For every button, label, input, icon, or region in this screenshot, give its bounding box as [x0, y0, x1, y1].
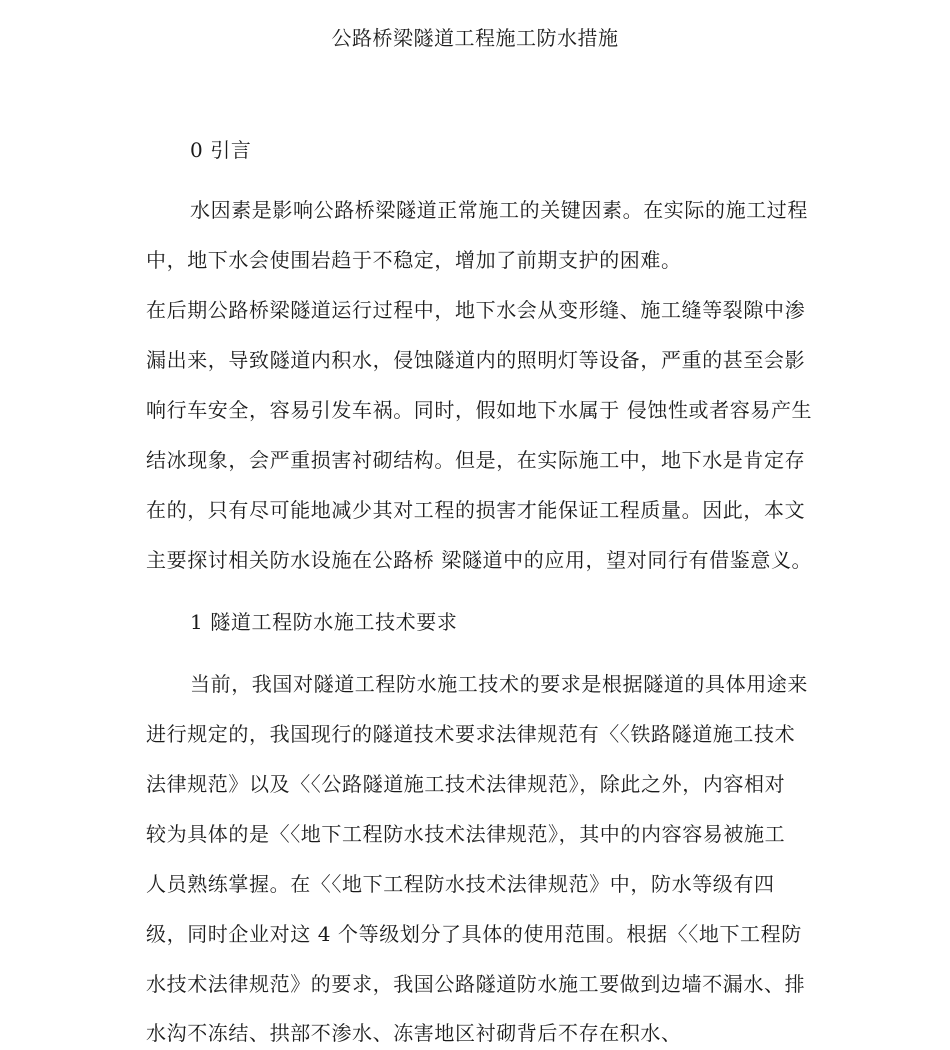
section-heading-introduction: 0 引言 — [190, 138, 252, 162]
paragraph-line: 较为具体的是〈〈地下工程防水技术法律规范》，其中的内容容易被施工 — [146, 822, 786, 846]
paragraph-line: 在后期公路桥梁隧道运行过程中，地下水会从变形缝、施工缝等裂隙中渗 — [146, 298, 806, 322]
paragraph-line: 人员熟练掌握。在〈〈地下工程防水技术法律规范》中，防水等级有四 — [146, 872, 775, 896]
paragraph-line: 结冰现象，会严重损害衬砌结构。但是，在实际施工中，地下水是肯定存 — [146, 448, 806, 472]
paragraph-line: 漏出来，导致隧道内积水，侵蚀隧道内的照明灯等设备，严重的甚至会影 — [146, 348, 806, 372]
paragraph-line: 主要探讨相关防水设施在公路桥 梁隧道中的应用，望对同行有借鉴意义。 — [146, 548, 813, 572]
paragraph-line: 进行规定的，我国现行的隧道技术要求法律规范有〈〈铁路隧道施工技术 — [146, 722, 796, 746]
section-heading-requirements: 1 隧道工程防水施工技术要求 — [190, 610, 458, 634]
paragraph-line: 级，同时企业对这 4 个等级划分了具体的使用范围。根据〈〈地下工程防 — [146, 922, 802, 946]
paragraph-line: 中，地下水会使围岩趋于不稳定，增加了前期支护的困难。 — [146, 248, 682, 272]
paragraph-line: 法律规范》以及〈〈公路隧道施工技术法律规范》，除此之外，内容相对 — [146, 772, 786, 796]
paragraph-line: 水因素是影响公路桥梁隧道正常施工的关键因素。在实际的施工过程 — [190, 198, 808, 222]
document-title: 公路桥梁隧道工程施工防水措施 — [331, 26, 619, 50]
paragraph-line: 水技术法律规范》的要求，我国公路隧道防水施工要做到边墙不漏水、排 — [146, 972, 806, 996]
paragraph-line: 水沟不冻结、拱部不渗水、冻害地区衬砌背后不存在积水、 — [146, 1021, 682, 1045]
paragraph-line: 在的，只有尽可能地减少其对工程的损害才能保证工程质量。因此，本文 — [146, 498, 806, 522]
paragraph-line: 响行车安全，容易引发车祸。同时，假如地下水属于 侵蚀性或者容易产生 — [146, 398, 813, 422]
paragraph-line: 当前，我国对隧道工程防水施工技术的要求是根据隧道的具体用途来 — [190, 672, 808, 696]
